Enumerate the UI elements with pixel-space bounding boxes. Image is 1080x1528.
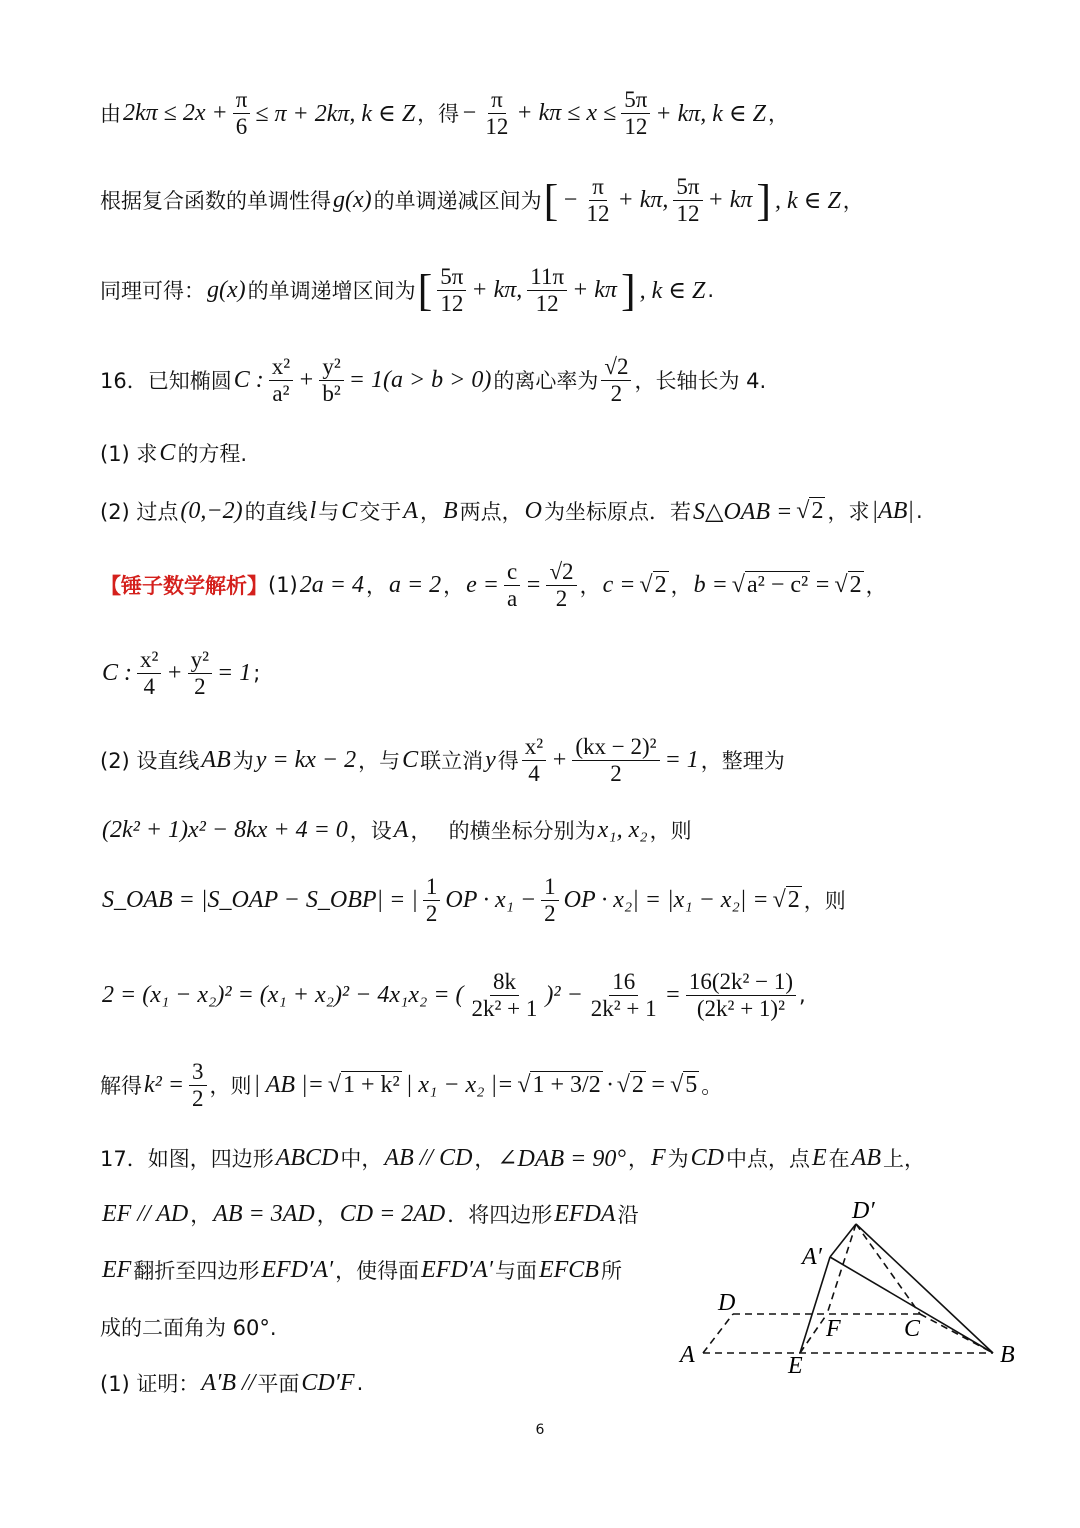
math-run: A′B // [201,1369,256,1396]
fraction [673,174,702,226]
text-run: ， [842,189,864,213]
math-run: − [461,99,478,126]
math-run: b = [693,571,728,598]
text-run: ， [865,574,887,598]
math-run: c = [602,571,636,598]
text-run: 与面 [494,1259,537,1283]
radical-sign: √ [772,886,786,913]
math-run: y [485,746,496,773]
fraction [541,874,559,926]
math-run: S_OAB = |S_OAP − S_OBP| = | [102,886,418,913]
fraction [588,969,660,1021]
text-run: ， [670,574,692,598]
text-line [100,78,789,148]
square-root [517,1072,602,1099]
edge-EF [800,1314,827,1353]
bracket: [ [417,265,433,315]
text-run: 同理可得： [100,279,205,303]
bracket: ] [756,175,772,225]
math-run: O [524,497,542,524]
math-run: ∠DAB = 90° [497,1145,626,1172]
math-run: EF [102,1256,132,1283]
text-run: ，则 [649,819,692,843]
denominator: 12 [624,113,648,139]
text-line [100,725,785,795]
text-run: 两点， [459,500,523,524]
math-run: = [814,571,831,598]
math-run: = [664,981,681,1008]
fraction [423,874,441,926]
text-line [100,960,806,1030]
math-run: (0,−2) [180,497,243,524]
text-run: . [356,1371,364,1395]
math-run: 2a = 4 [299,571,364,598]
text-line [100,165,864,235]
denominator: 6 [235,113,248,139]
numerator: 3 [189,1059,207,1085]
fraction [527,264,567,316]
math-run: = 1(a > b > 0) [348,366,492,393]
label-D: D [718,1290,736,1316]
numerator: 8k [490,969,519,995]
math-run: = [649,1071,667,1098]
numerator: 16 [609,969,638,995]
fraction [504,559,520,611]
text-run: , [799,983,806,1007]
fraction [233,87,251,139]
math-run: + kπ, [471,276,523,303]
math-run: OP · x₂| = |x₁ − x₂| = [563,886,769,913]
square-root [670,1072,699,1099]
text-run: ; [253,661,261,685]
text-run: (1) [268,573,298,597]
math-run: − [562,186,579,213]
numerator: 5π [673,174,702,200]
math-run: CD [690,1144,724,1171]
math-run: C : [102,659,132,686]
text-run: ，则 [209,1074,252,1098]
fraction [522,734,546,786]
text-run: 解得 [100,1074,142,1098]
denominator: 2 [425,900,438,926]
text-run: . [707,278,715,302]
denominator: 12 [535,290,559,316]
denominator: 2 [610,380,623,406]
math-run: = 1 [217,659,252,686]
fraction [584,174,613,226]
square-root [796,498,825,525]
math-run: EFD′A′ [261,1256,334,1283]
math-run: , k ∈ Z [775,187,841,214]
radical-sign: √ [616,1071,630,1098]
denominator: a² [272,380,290,406]
text-run: ， [627,1147,649,1171]
math-run: 2kπ ≤ 2x + [123,99,228,126]
numerator: y² [319,354,343,380]
numerator: x² [522,734,546,760]
fraction [621,87,650,139]
square-root [834,572,863,599]
denominator: 12 [440,290,464,316]
denominator: a [507,585,518,611]
radical-sign: √ [731,571,745,598]
radicand: a² − c² [746,571,809,598]
fraction [319,354,343,406]
math-run: EFCB [538,1256,599,1283]
math-run: (2k² + 1)x² − 8kx + 4 = 0 [102,816,348,843]
radical-sign: √ [327,1071,341,1098]
numerator: x² [269,354,293,380]
denominator: 2k² + 1 [590,995,657,1021]
text-run: 中， [340,1147,383,1171]
label-A: A [680,1342,695,1368]
denominator: 12 [676,200,700,226]
text-run: ，得 [417,102,460,126]
solution-header: 【锤子数学解析】 [100,574,268,598]
text-run: ， 的横坐标分别为 [410,819,596,843]
text-run: 与 [318,500,340,524]
fraction [686,969,796,1021]
numerator: 5π [437,264,466,290]
text-run: (2) 过点 [100,500,179,524]
fraction [546,559,576,611]
bracket: [ [543,175,559,225]
label-E: E [788,1353,803,1379]
denominator: 12 [586,200,610,226]
radical-sign: √ [796,497,810,524]
text-run: ， [419,500,441,524]
math-run: EFDA [554,1200,616,1227]
text-run: 交于 [359,500,402,524]
edge-A'D' [830,1224,856,1257]
numerator: π [488,87,506,113]
math-run: x₁, x₂ [597,816,648,843]
text-run: (2) 设直线 [100,749,200,773]
text-run: ．将四边形 [447,1203,553,1227]
radicand: 2 [631,1071,644,1098]
square-root [732,572,810,599]
math-run: AB [201,746,231,773]
math-run: OP · x₁ − [445,886,537,913]
label-C: C [904,1316,921,1342]
math-run: )² − [545,981,583,1008]
math-run: E [811,1144,827,1171]
math-run: ≤ π + 2kπ, k ∈ Z [255,100,416,127]
math-run: 2 = (x₁ − x₂)² = (x₁ + x₂)² − 4x₁x₂ = ( [102,981,464,1008]
math-run: + kπ [572,276,617,303]
fraction [269,354,293,406]
math-run: + [166,659,183,686]
denominator: 4 [528,760,540,786]
text-run: 。 [701,1074,723,1098]
numerator: 1 [423,874,441,900]
label-B: B [1000,1342,1015,1368]
text-run: 17．如图，四边形 [100,1147,274,1171]
bracket: ] [620,265,636,315]
math-run: k² = [144,1071,185,1098]
fraction [137,647,161,699]
text-run: 翻折至四边形 [133,1259,260,1283]
math-run: F [650,1144,666,1171]
text-line [100,255,714,325]
square-root [773,887,802,914]
math-run: + kπ [707,186,753,213]
radicand: 1 + k² [343,1071,400,1098]
fraction [188,647,212,699]
numerator: √2 [601,354,631,380]
label-D-prime: D′ [852,1198,875,1224]
label-F: F [826,1316,841,1342]
math-run: y = kx − 2 [255,746,357,773]
denominator: 2k² + 1 [471,995,538,1021]
denominator: 2 [555,585,568,611]
math-run: a = 2 [388,571,442,598]
denominator: 4 [143,673,155,699]
math-run: C [402,746,419,773]
text-run: 的直线 [244,500,308,524]
text-run: ， [316,1203,338,1227]
numerator: 1 [541,874,559,900]
fraction [572,734,659,786]
text-run: (1) 求 [100,442,158,466]
denominator: 12 [485,113,509,139]
text-run: 在 [828,1147,850,1171]
math-run: EFD′A′ [421,1256,493,1283]
text-run: 上， [882,1147,925,1171]
edge-AD [703,1314,733,1353]
denominator: 2 [610,760,622,786]
math-run: + kπ, [617,186,669,213]
radicand: 5 [685,1071,698,1098]
folded-quadrilateral-figure [670,1190,1030,1390]
text-run: 为 [667,1147,689,1171]
text-run: 16．已知椭圆 [100,369,232,393]
math-run: A [393,816,409,843]
math-run: C [159,439,176,466]
math-run: CD′F [301,1369,355,1396]
numerator: x² [137,647,161,673]
text-run: 成的二面角为 60°. [100,1316,277,1340]
text-run: (1) 证明： [100,1372,200,1396]
math-run: + kπ ≤ x ≤ [516,99,617,126]
text-run: 沿 [617,1203,639,1227]
math-run: AB [851,1144,881,1171]
edge-D'C [856,1224,920,1314]
text-line [100,345,766,415]
text-run: 由 [100,102,121,126]
text-run: 中点，点 [725,1147,810,1171]
text-run: ，长轴长为 4. [634,369,767,393]
text-run: ， [365,574,387,598]
denominator: 2 [194,673,206,699]
denominator: 2 [544,900,556,926]
text-line [100,1050,722,1120]
math-run: = 1 [664,746,699,773]
text-run: . [915,499,923,523]
math-run: g(x) [333,186,372,213]
radical-sign: √ [639,571,653,598]
numerator: π [589,174,607,200]
numerator: 16(2k² − 1) [686,969,796,995]
radical-sign: √ [834,571,848,598]
math-run: EF // AD [102,1200,189,1227]
text-line [100,865,846,935]
radicand: 2 [811,497,824,524]
text-run: 为坐标原点．若 [543,500,691,524]
fraction [482,87,511,139]
denominator: b² [322,380,341,406]
math-run: + kπ, k ∈ Z [655,100,767,127]
denominator: (2k² + 1)² [696,995,785,1021]
square-root [328,1072,402,1099]
math-run: B [442,497,458,524]
text-run: 所 [600,1259,622,1283]
denominator: 2 [192,1085,204,1111]
math-run: A [403,497,418,524]
radicand: 2 [787,886,800,913]
numerator: 5π [621,87,650,113]
text-run: ，与 [358,749,401,773]
radicand: 1 + 3/2 [532,1071,601,1098]
fraction [437,264,466,316]
fraction [601,354,631,406]
text-run: ， [579,574,601,598]
text-run: 得 [497,749,519,773]
numerator: √2 [546,559,576,585]
text-line [100,476,923,546]
text-run: ，整理为 [700,749,785,773]
text-run: 的单调递减区间为 [373,189,542,213]
text-run: ，则 [803,889,846,913]
math-run: C [341,497,358,524]
label-A-prime: A′ [802,1244,822,1270]
math-run: | x₁ − x₂ |= [405,1071,514,1098]
text-run: ， [474,1147,496,1171]
math-run: ABCD [275,1144,339,1171]
radical-sign: √ [517,1071,531,1098]
fraction [189,1059,207,1111]
text-run: 平面 [257,1372,300,1396]
math-run: , k ∈ Z [639,277,706,304]
math-run: e = [466,571,500,598]
numerator: 11π [527,264,567,290]
text-run: 为 [232,749,254,773]
math-run: | AB |= [253,1071,324,1098]
math-run: S△OAB = [692,498,793,525]
math-run: C : [233,366,264,393]
text-run: ，使得面 [335,1259,420,1283]
math-run: CD = 2AD [339,1200,446,1227]
text-line [100,795,692,865]
text-run: 的离心率为 [493,369,599,393]
radicand: 2 [849,571,862,598]
numerator: (kx − 2)² [572,734,659,760]
radical-sign: √ [670,1071,684,1098]
text-line [100,1348,363,1418]
text-run: 的单调递增区间为 [247,279,416,303]
numerator: c [504,559,520,585]
text-run: ， [443,574,465,598]
math-run: AB // CD [384,1144,473,1171]
math-run: l [309,497,317,524]
square-root [639,572,668,599]
text-run: ， [190,1203,212,1227]
edge-D'B [856,1224,993,1353]
text-run: ， [768,102,790,126]
page-number: 6 [535,1422,545,1438]
square-root [617,1072,646,1099]
text-run: 根据复合函数的单调性得 [100,189,331,213]
math-run: = [525,571,542,598]
text-run: ，求 [827,500,870,524]
fraction [469,969,541,1021]
radicand: 2 [654,571,667,598]
math-run: + [298,366,315,393]
math-run: g(x) [207,276,246,303]
math-run: · [606,1071,613,1098]
math-run: + [551,746,568,773]
text-line [100,638,260,708]
text-line [100,550,887,620]
numerator: π [233,87,251,113]
text-run: 的方程. [177,442,248,466]
numerator: y² [188,647,212,673]
math-run: AB = 3AD [213,1200,315,1227]
text-run: 联立消 [420,749,484,773]
math-run: |AB| [871,497,914,524]
text-run: ，设 [349,819,392,843]
